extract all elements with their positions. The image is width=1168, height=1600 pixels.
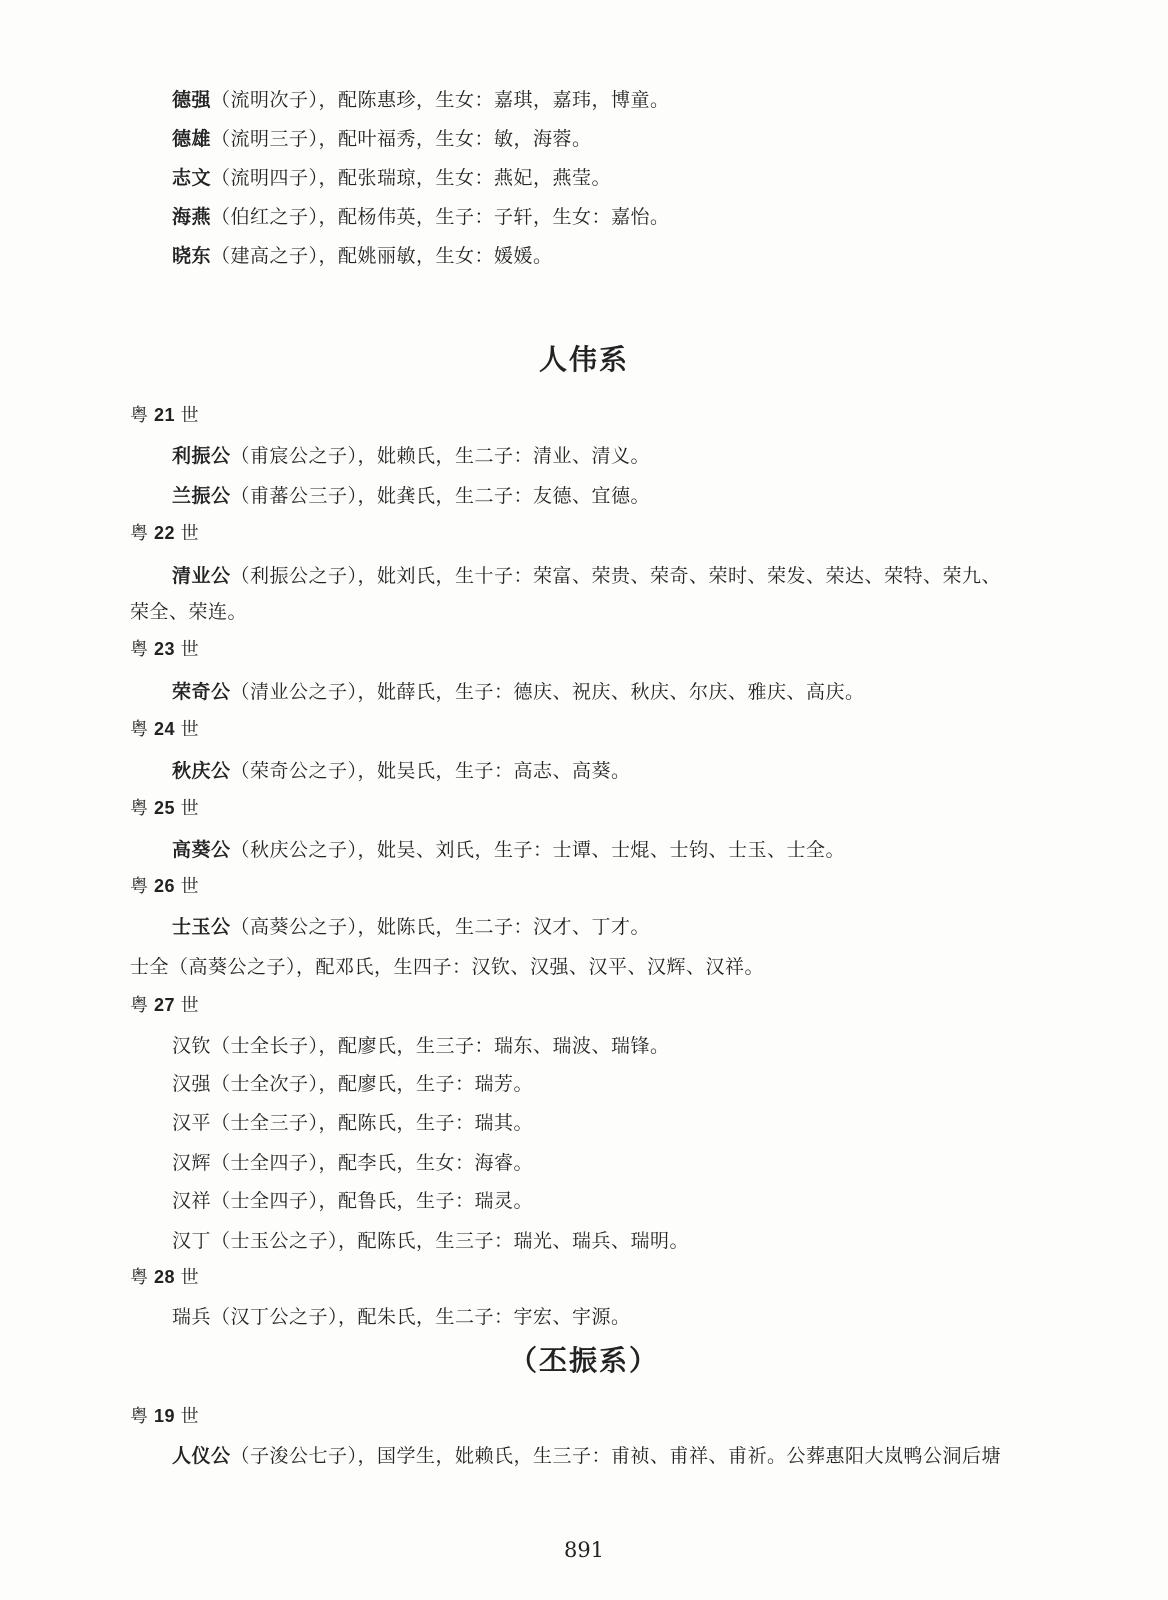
section-title: （丕振系） <box>508 1344 659 1377</box>
generation-heading: 粤 23 世 <box>130 639 200 659</box>
generation-heading: 粤 25 世 <box>130 798 200 818</box>
entry-line: 荣奇公（清业公之子），妣薛氏，生子：德庆、祝庆、秋庆、尔庆、雅庆、高庆。 <box>172 681 865 703</box>
section-title: 人伟系 <box>538 343 629 376</box>
page-number: 891 <box>563 1538 605 1562</box>
entry-line: 高葵公（秋庆公之子），妣吴、刘氏，生子：士谭、士焜、士钧、士玉、士全。 <box>172 839 846 861</box>
generation-heading: 粤 27 世 <box>130 995 200 1015</box>
entry-line: 德雄（流明三子），配叶福秀，生女：敏，海蓉。 <box>172 128 592 150</box>
entry-line: 人仪公（子浚公七子），国学生，妣赖氏，生三子：甫祯、甫祥、甫祈。公葬惠阳大岚鸭公洞后塘 <box>172 1445 1002 1467</box>
entry-line: 德强（流明次子），配陈惠珍，生女：嘉琪，嘉玮，博童。 <box>172 89 670 111</box>
entry-line-continued: 荣全、荣连。 <box>130 601 248 623</box>
entry-line: 利振公（甫宸公之子），妣赖氏，生二子：清业、清义。 <box>172 445 651 467</box>
entry-line: 士玉公（高葵公之子），妣陈氏，生二子：汉才、丁才。 <box>172 916 651 938</box>
entry-line: 志文（流明四子），配张瑞琼，生女：燕妃，燕莹。 <box>172 167 612 189</box>
entry-line: 汉平（士全三子），配陈氏，生子：瑞其。 <box>172 1112 534 1134</box>
entry-line: 海燕（伯红之子），配杨伟英，生子：子轩，生女：嘉怡。 <box>172 206 670 228</box>
entry-line: 汉钦（士全长子），配廖氏，生三子：瑞东、瑞波、瑞锋。 <box>172 1035 670 1057</box>
generation-heading: 粤 22 世 <box>130 523 200 543</box>
entry-line: 汉祥（士全四子），配鲁氏，生子：瑞灵。 <box>172 1190 534 1212</box>
entry-line: 秋庆公（荣奇公之子），妣吴氏，生子：高志、高葵。 <box>172 760 631 782</box>
entry-line: 晓东（建高之子），配姚丽敏，生女：媛媛。 <box>172 245 553 267</box>
generation-heading: 粤 24 世 <box>130 719 200 739</box>
entry-line: 清业公（利振公之子），妣刘氏，生十子：荣富、荣贵、荣奇、荣时、荣发、荣达、荣特、荣九、 <box>172 565 1002 587</box>
entry-line: 汉辉（士全四子），配李氏，生女：海睿。 <box>172 1152 534 1174</box>
generation-heading: 粤 19 世 <box>130 1406 200 1426</box>
entry-line: 瑞兵（汉丁公之子），配朱氏，生二子：宇宏、宇源。 <box>172 1306 631 1328</box>
generation-heading: 粤 28 世 <box>130 1267 200 1287</box>
entry-line: 汉丁（士玉公之子），配陈氏，生三子：瑞光、瑞兵、瑞明。 <box>172 1230 690 1252</box>
entry-line: 兰振公（甫蕃公三子），妣龚氏，生二子：友德、宜德。 <box>172 485 651 507</box>
entry-line: 士全（高葵公之子），配邓氏，生四子：汉钦、汉强、汉平、汉辉、汉祥。 <box>130 956 765 978</box>
entry-line: 汉强（士全次子），配廖氏，生子：瑞芳。 <box>172 1073 534 1095</box>
generation-heading: 粤 21 世 <box>130 405 200 425</box>
generation-heading: 粤 26 世 <box>130 876 200 896</box>
